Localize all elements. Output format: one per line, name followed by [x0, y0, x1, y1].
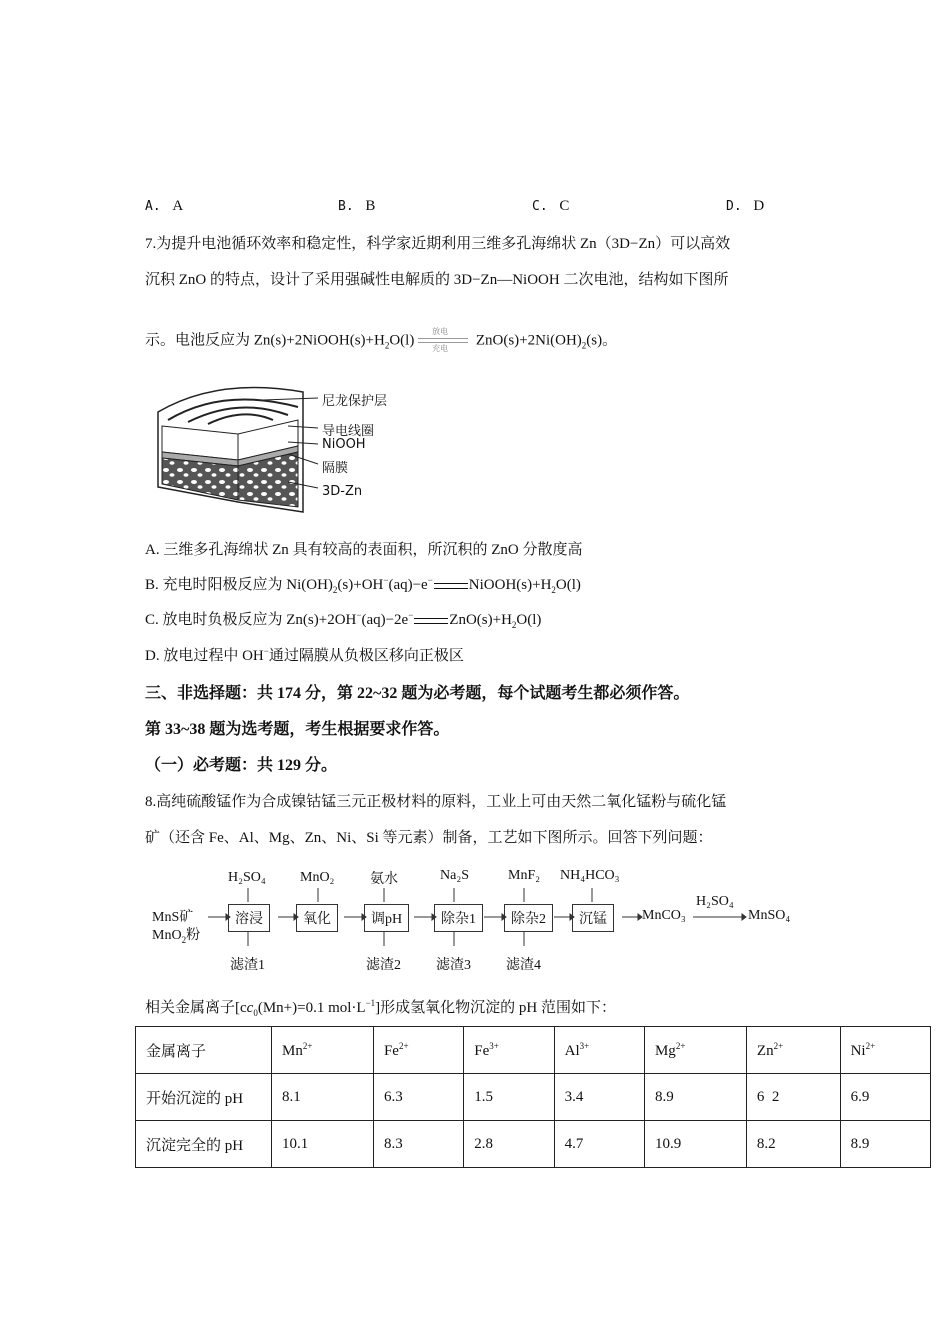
flow-step-purify1: 除杂1 — [434, 904, 483, 932]
charge: 3+ — [489, 1040, 499, 1051]
text: (aq)−2e — [361, 612, 409, 628]
flow-reagent-ammonia: 氨水 — [370, 872, 398, 887]
table-header-cell — [840, 1027, 930, 1074]
text: O(l) — [555, 577, 581, 593]
text: B. 充电时阳极反应为 Ni(OH) — [145, 577, 333, 593]
q7-line1: 7.为提升电池循环效率和稳定性，科学家近期利用三维多孔海绵状 Zn（3D−Zn）可以高效 — [145, 236, 731, 252]
charge: 2+ — [773, 1040, 784, 1051]
q7-option-c: C. 放电时负极反应为 Zn(s)+2OH−(aq)−2e− $ZnO(s)+H_2O(l)$ — [145, 610, 542, 630]
flow-step-precipitate: 沉锰 — [572, 904, 614, 932]
text: Mg — [654, 1042, 676, 1059]
flow-step-ph: 调pH — [364, 904, 409, 932]
flow-input-mns: MnS矿 — [152, 910, 194, 925]
option-value: A — [172, 198, 184, 214]
flow-arrow-reagent: H₂SO₄ — [696, 894, 734, 909]
section3-line3: （一）必考题：共 129 分。 — [145, 757, 338, 774]
charge: 2+ — [398, 1040, 409, 1051]
flow-input-mno2: MnO$_2$粉 — [152, 928, 201, 945]
option-value: D — [753, 198, 765, 214]
text: Fe — [383, 1042, 399, 1059]
text: Mn — [282, 1042, 303, 1059]
flow-residue-4: 滤渣4 — [506, 958, 541, 973]
text: 相关金属离子[c — [145, 1000, 247, 1016]
table-cell: 8.9 — [840, 1121, 930, 1168]
q8-line1: 8.高纯硫酸锰作为合成镍钴锰三元正极材料的原料，工业上可由天然二氧化锰粉与硫化锰 — [145, 794, 727, 810]
section3-line1: 三、非选择题：共 174 分，第 22~32 题为必考题，每个试题考生都必须作答。 — [145, 685, 690, 702]
text: ]形成氢氧化物沉淀的 pH 范围如下： — [375, 1000, 616, 1016]
flow-product-mnso4: MnSO₄ — [748, 908, 791, 923]
arrow-label-discharge: 放电 — [432, 327, 449, 336]
text: D. 放电过程中 OH — [145, 648, 264, 664]
table-header-cell — [272, 1027, 374, 1074]
text: MnO — [152, 928, 182, 943]
table-header-row — [136, 1027, 931, 1074]
text: 通过隔膜从负极区移向正极区 — [268, 648, 464, 664]
table-cell: 2.8 — [464, 1121, 554, 1168]
flow-diagram — [148, 862, 808, 982]
table-cell: 3.4 — [554, 1074, 644, 1121]
text: Ni — [850, 1042, 866, 1059]
table-cell: 4.7 — [554, 1121, 644, 1168]
table-header-cell — [554, 1027, 644, 1074]
reaction-part: ZnO(s)+2Ni(OH) — [475, 332, 582, 349]
text: C. 放电时负极反应为 Zn(s)+2OH — [145, 612, 357, 628]
table-row — [136, 1074, 931, 1121]
flow-residue-1: 滤渣1 — [230, 958, 265, 973]
equals-sign-icon — [414, 618, 448, 624]
diagram-label-nylon: 尼龙保护层 — [322, 394, 388, 409]
text: (Mn+)=0.1 mol·L — [257, 1000, 366, 1016]
table-cell: 10.9 — [644, 1121, 746, 1168]
table-cell: 8.1 — [272, 1074, 374, 1121]
flow-reagent-mnf2: MnF₂ — [508, 868, 541, 883]
option-letter: D. — [726, 199, 742, 214]
diagram-label-separator: 隔膜 — [322, 461, 349, 476]
reaction-part: (s)。 — [586, 332, 618, 349]
table-cell: 8.9 — [644, 1074, 746, 1121]
diagram-label-3dzn: 3D-Zn — [322, 484, 363, 499]
charge: 3+ — [579, 1040, 590, 1051]
option-value: B — [365, 198, 376, 214]
reversible-arrow-icon — [418, 326, 472, 356]
flow-reagent-na2s: Na₂S — [440, 868, 469, 883]
q7-line3: 示。电池反应为 $Zn(s)+2NiOOH(s)+H_2O(l)$ 放电 充电 $ZnO(s)+2Ni(OH)_2(s)$。 — [145, 326, 617, 356]
table-cell: 6 2 — [746, 1074, 840, 1121]
table-row — [136, 1121, 931, 1168]
reaction-part: 示。电池反应为 Zn(s)+2NiOOH(s)+H — [145, 332, 385, 349]
table-header-cell — [464, 1027, 554, 1074]
equals-sign-icon — [434, 583, 468, 589]
option-letter: A. — [145, 199, 161, 214]
flow-step-oxidize: 氧化 — [296, 904, 338, 932]
flow-step-leach: 溶浸 — [228, 904, 270, 932]
table-header-cell: 金属离子 — [136, 1027, 272, 1074]
text: Zn — [756, 1042, 774, 1059]
flow-reagent-nh4hco3: NH₄HCO₃ — [560, 868, 620, 883]
table-cell: 开始沉淀的 pH — [136, 1074, 272, 1121]
table-cell: 8.3 — [373, 1121, 463, 1168]
text: (aq)−e — [388, 577, 428, 593]
ph-table — [135, 1026, 931, 1168]
table-cell: 沉淀完全的 pH — [136, 1121, 272, 1168]
text: Fe — [474, 1042, 490, 1059]
text: (s)+OH — [337, 577, 384, 593]
q8-line2: 矿（还含 Fe、Al、Mg、Zn、Ni、Si 等元素）制备，工艺如下图所示。回答下列问题： — [145, 830, 713, 846]
reaction-part: O(l) — [389, 332, 415, 349]
table-header-cell — [644, 1027, 746, 1074]
option-d — [726, 198, 764, 215]
flow-residue-3: 滤渣3 — [436, 958, 471, 973]
diagram-label-coil: 导电线圈 — [322, 424, 375, 439]
text: O(l) — [516, 612, 542, 628]
option-b — [338, 198, 375, 215]
option-a — [145, 198, 183, 215]
table-header-cell — [373, 1027, 463, 1074]
charge: 2+ — [302, 1040, 313, 1051]
table-cell: 10.1 — [272, 1121, 374, 1168]
option-letter: B. — [338, 199, 354, 214]
flow-residue-2: 滤渣2 — [366, 958, 401, 973]
table-cell: 1.5 — [464, 1074, 554, 1121]
table-cell: 6.3 — [373, 1074, 463, 1121]
table-cell: 6.9 — [840, 1074, 930, 1121]
option-value: C — [559, 198, 570, 214]
option-c — [532, 198, 569, 215]
flow-step-purify2: 除杂2 — [504, 904, 553, 932]
arrow-label-charge: 充电 — [432, 344, 449, 353]
charge: 2+ — [675, 1040, 686, 1051]
flow-product-mnco3: MnCO₃ — [642, 908, 686, 923]
table-cell: 8.2 — [746, 1121, 840, 1168]
text: ZnO(s)+H — [449, 612, 512, 628]
flow-reagent-h2so4: H₂SO₄ — [228, 870, 266, 885]
q7-option-b: B. 充电时阳极反应为 $Ni(OH)_2(s)+OH^-(aq)-e^-$ $NiOOH(s)+H_2O(l)$ — [145, 575, 581, 595]
table-caption: 相关金属离子[$cc_0(Mn+)=0.1$ $mol\cdot L^{-1}$]形成氢氧化物沉淀的 pH 范围如下： — [145, 998, 616, 1018]
table-header-cell — [746, 1027, 840, 1074]
q7-line2: 沉积 ZnO 的特点，设计了采用强碱性电解质的 3D−Zn—NiOOH 二次电池，结构如下图所 — [145, 272, 729, 288]
section3-line2: 第 33~38 题为选考题，考生根据要求作答。 — [145, 721, 450, 738]
q7-option-d: D. 放电过程中 OH−通过隔膜从负极区移向正极区 — [145, 646, 464, 664]
option-letter: C. — [532, 199, 548, 214]
charge: 2+ — [865, 1040, 876, 1051]
text: 粉 — [186, 928, 201, 943]
flow-reagent-mno2: MnO₂ — [300, 870, 335, 885]
text: Al — [564, 1042, 580, 1059]
q7-option-a: A. 三维多孔海绵状 Zn 具有较高的表面积，所沉积的 ZnO 分散度高 — [145, 542, 583, 558]
text: NiOOH(s)+H — [468, 577, 552, 593]
diagram-label-niooh: NiOOH — [322, 437, 366, 452]
